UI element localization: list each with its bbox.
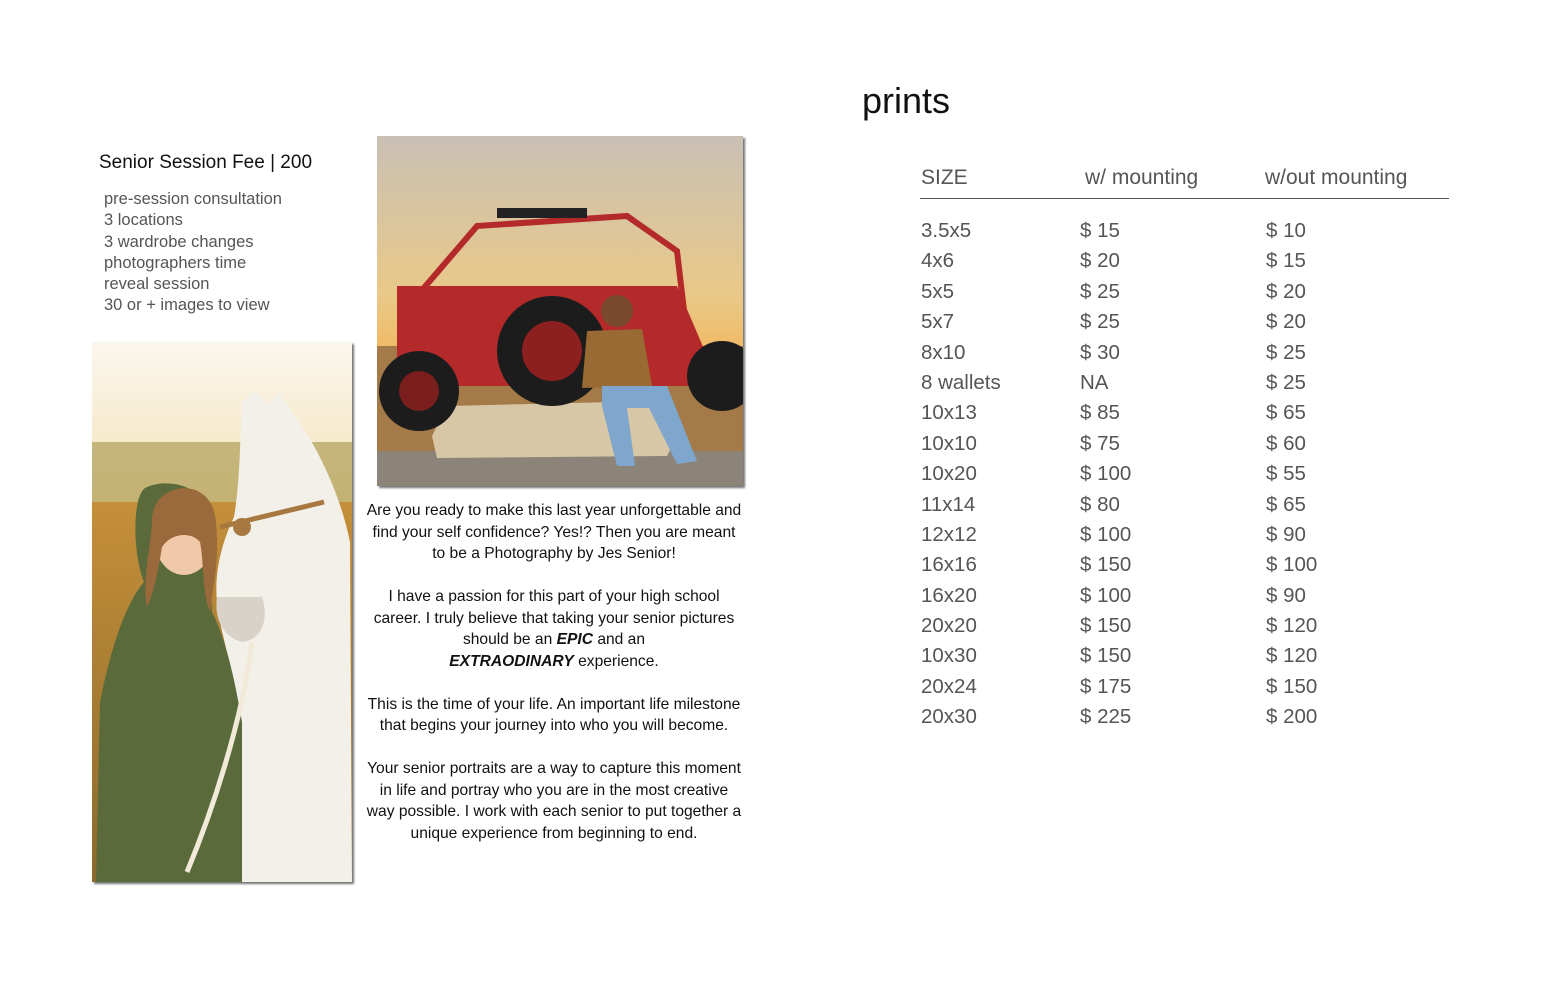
- intro-paragraph: Are you ready to make this last year unforgettable and find your self confidence? Yes!? Then you are meant to be a Photography by Jes Senior!: [366, 502, 742, 562]
- table-row: [921, 705, 1441, 735]
- without-mounting-cell: $ 120: [1266, 644, 1318, 668]
- with-mounting-cell: $ 225: [1080, 705, 1132, 729]
- table-row: [921, 249, 1441, 279]
- header-divider: [920, 198, 1449, 199]
- size-cell: 3.5x5: [921, 219, 972, 242]
- copy-text: and an: [593, 631, 646, 648]
- size-cell: 8x10: [921, 340, 966, 364]
- size-cell: 16x20: [921, 583, 977, 607]
- with-mounting-cell: $ 80: [1080, 492, 1120, 516]
- list-item: 3 locations: [104, 211, 183, 230]
- without-mounting-cell: $ 25: [1266, 370, 1306, 394]
- with-mounting-cell: $ 150: [1080, 644, 1132, 668]
- without-mounting-cell: $ 20: [1266, 310, 1306, 334]
- copy-text: experience.: [573, 652, 659, 670]
- size-cell: 10x10: [921, 431, 977, 455]
- list-item: 30 or + images to view: [104, 296, 270, 315]
- table-row: [921, 280, 1441, 310]
- senior-portrait-horse-photo: [92, 342, 352, 882]
- with-mounting-cell: $ 150: [1080, 614, 1132, 638]
- header-without-mounting: w/out mounting: [1265, 166, 1408, 189]
- table-row: [921, 523, 1441, 553]
- table-row: [921, 553, 1441, 583]
- with-mounting-cell: $ 25: [1080, 279, 1120, 303]
- table-row: [921, 493, 1441, 523]
- header-with-mounting: w/ mounting: [1085, 166, 1199, 189]
- size-cell: 12x12: [921, 522, 977, 546]
- size-cell: 11x14: [921, 492, 976, 516]
- without-mounting-cell: $ 90: [1266, 583, 1306, 607]
- with-mounting-cell: $ 85: [1080, 401, 1120, 425]
- without-mounting-cell: $ 65: [1266, 401, 1306, 425]
- with-mounting-cell: NA: [1080, 370, 1109, 394]
- price-table: [921, 219, 1441, 736]
- with-mounting-cell: $ 100: [1080, 522, 1132, 546]
- without-mounting-cell: $ 15: [1266, 249, 1306, 273]
- list-item: 3 wardrobe changes: [104, 232, 254, 251]
- table-row: [921, 401, 1441, 431]
- list-item: photographers time: [104, 253, 247, 272]
- without-mounting-cell: $ 65: [1266, 492, 1306, 516]
- intro-copy: [364, 500, 744, 866]
- table-row: [921, 584, 1441, 614]
- table-row: [921, 462, 1441, 492]
- with-mounting-cell: $ 20: [1080, 249, 1120, 273]
- size-cell: 8 wallets: [921, 370, 1001, 394]
- passion-paragraph: [364, 586, 744, 672]
- with-mounting-cell: $ 30: [1080, 340, 1120, 364]
- with-mounting-cell: $ 100: [1080, 462, 1132, 486]
- without-mounting-cell: $ 60: [1266, 431, 1306, 455]
- epic-emphasis: EPIC: [556, 631, 593, 648]
- table-row: [921, 614, 1441, 644]
- size-cell: 10x20: [921, 462, 977, 486]
- without-mounting-cell: $ 20: [1266, 279, 1306, 303]
- without-mounting-cell: $ 25: [1266, 340, 1306, 364]
- without-mounting-cell: $ 55: [1266, 462, 1306, 486]
- header-size: SIZE: [921, 166, 968, 189]
- table-row: [921, 341, 1441, 371]
- list-item: pre-session consultation: [104, 190, 282, 208]
- list-item: reveal session: [104, 275, 210, 294]
- size-cell: 5x7: [921, 310, 955, 334]
- with-mounting-cell: $ 175: [1080, 674, 1132, 698]
- session-includes-list: [104, 189, 282, 317]
- size-cell: 5x5: [921, 279, 955, 303]
- without-mounting-cell: $ 120: [1266, 614, 1318, 638]
- table-row: [921, 371, 1441, 401]
- table-row: [921, 219, 1441, 249]
- table-row: [921, 675, 1441, 705]
- session-fee-title: Senior Session Fee | 200: [99, 152, 313, 173]
- copy-text: I have a passion for this part of your high school career. I truly believe that taking your senior pictures should be an: [373, 588, 735, 648]
- with-mounting-cell: $ 150: [1080, 553, 1132, 577]
- size-cell: 16x16: [921, 553, 977, 577]
- without-mounting-cell: $ 10: [1266, 219, 1306, 242]
- with-mounting-cell: $ 25: [1080, 310, 1120, 334]
- size-cell: 20x30: [921, 705, 977, 729]
- size-cell: 4x6: [921, 249, 955, 273]
- table-row: [921, 644, 1441, 674]
- portraits-paragraph: Your senior portraits are a way to capture this moment in life and portray who you are in the most creative way possible. I work with each senior to put together a unique experience from beginning to end.: [366, 760, 742, 842]
- size-cell: 20x24: [921, 674, 977, 698]
- size-cell: 10x30: [921, 644, 977, 668]
- table-row: [921, 310, 1441, 340]
- table-row: [921, 432, 1441, 462]
- without-mounting-cell: $ 100: [1266, 553, 1318, 577]
- with-mounting-cell: $ 75: [1080, 431, 1120, 455]
- senior-portrait-utv-photo: [377, 136, 743, 486]
- prints-title: prints: [862, 80, 951, 121]
- size-cell: 10x13: [921, 401, 977, 425]
- size-cell: 20x20: [921, 614, 977, 638]
- without-mounting-cell: $ 200: [1266, 705, 1318, 729]
- with-mounting-cell: $ 15: [1080, 219, 1120, 242]
- without-mounting-cell: $ 90: [1266, 522, 1306, 546]
- without-mounting-cell: $ 150: [1266, 674, 1318, 698]
- milestone-paragraph: This is the time of your life. An important life milestone that begins your journey into who you will become.: [367, 695, 741, 734]
- with-mounting-cell: $ 100: [1080, 583, 1132, 607]
- extraodinary-emphasis: EXTRAODINARY: [449, 652, 574, 670]
